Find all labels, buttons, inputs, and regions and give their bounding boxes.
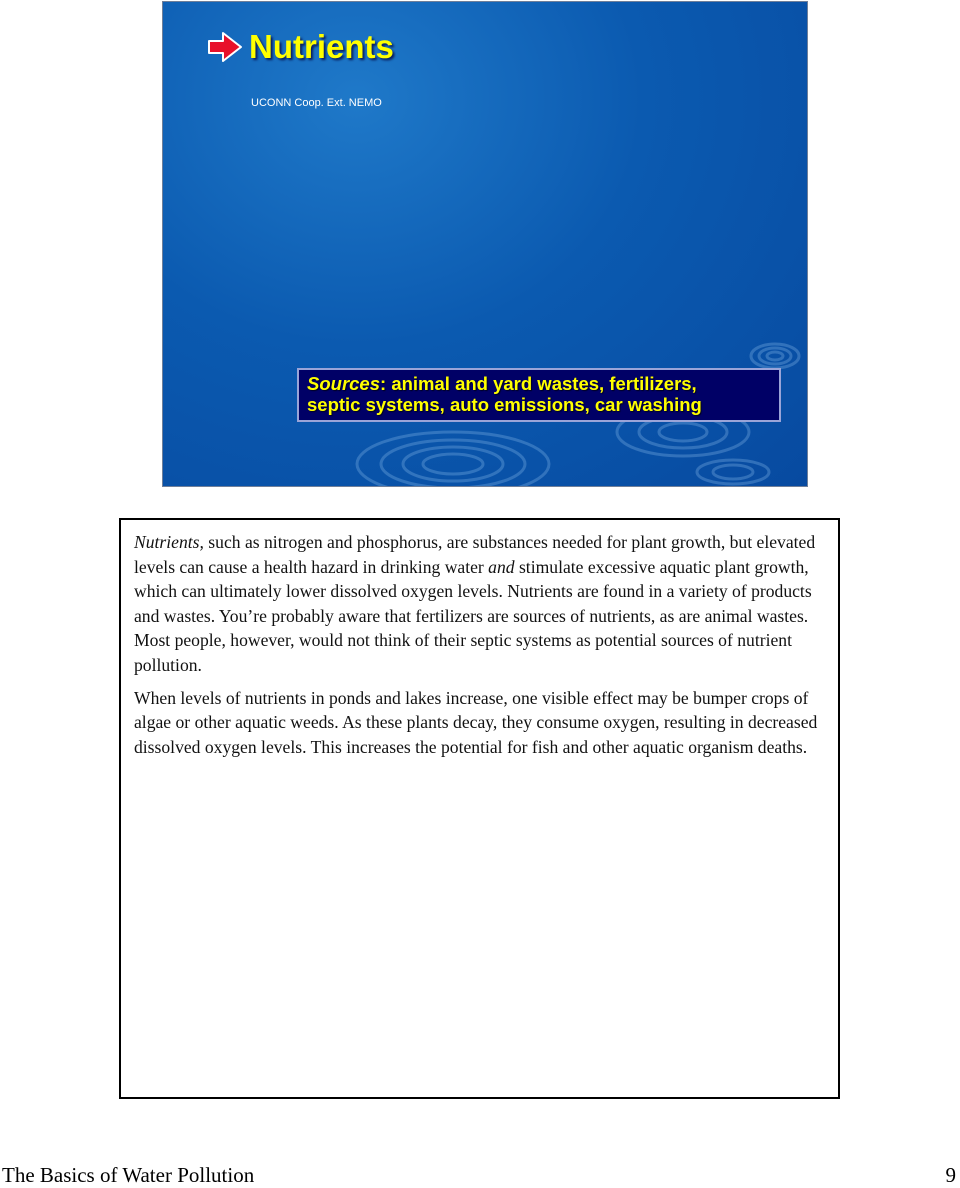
notes-paragraph-2: When levels of nutrients in ponds and lakes increase, one visible effect may be bumper crops of algae or other aquatic weeds. As these plants decay, they consume oxygen, resulting in decreased dissolved oxygen levels. This increases the potential for fish and other aquatic organism deaths. bbox=[134, 687, 818, 757]
sources-box bbox=[297, 368, 781, 422]
sources-line-1 bbox=[307, 373, 779, 394]
notes-paragraph-1 bbox=[134, 530, 824, 678]
notes-box bbox=[119, 518, 840, 1099]
slide-title-row bbox=[207, 28, 394, 66]
slide-credit: UCONN Coop. Ext. NEMO bbox=[251, 97, 382, 109]
notes-term-nutrients: Nutrients, bbox=[134, 532, 204, 552]
sources-line-2: septic systems, auto emissions, car washing bbox=[307, 394, 702, 415]
footer-title: The Basics of Water Pollution bbox=[2, 1163, 255, 1187]
slide-title: Nutrients bbox=[249, 28, 394, 65]
slide bbox=[162, 1, 808, 487]
notes-p1-text-b: stimulate excessive aquatic plant growth, which can ultimately lower dissolved oxygen levels. Nutrients are found in a variety of products and wastes. You’re probably aware that fertilizers are sources of nutrients, as are animal wastes. Most people, however, would not think of their septic systems as potential sources of nutrient pollution. bbox=[134, 556, 812, 675]
page-number: 9 bbox=[945, 1163, 956, 1187]
sources-lead: Sources bbox=[307, 373, 381, 394]
notes-emphasis-and: and bbox=[488, 556, 515, 577]
notes-p1-text-a: such as nitrogen and phosphorus, are substances needed for plant growth, but elevated levels can cause a health hazard in drinking water bbox=[134, 532, 816, 577]
sources-line-1-text: : animal and yard wastes, fertilizers, bbox=[380, 373, 697, 394]
arrow-right-icon bbox=[207, 31, 243, 63]
